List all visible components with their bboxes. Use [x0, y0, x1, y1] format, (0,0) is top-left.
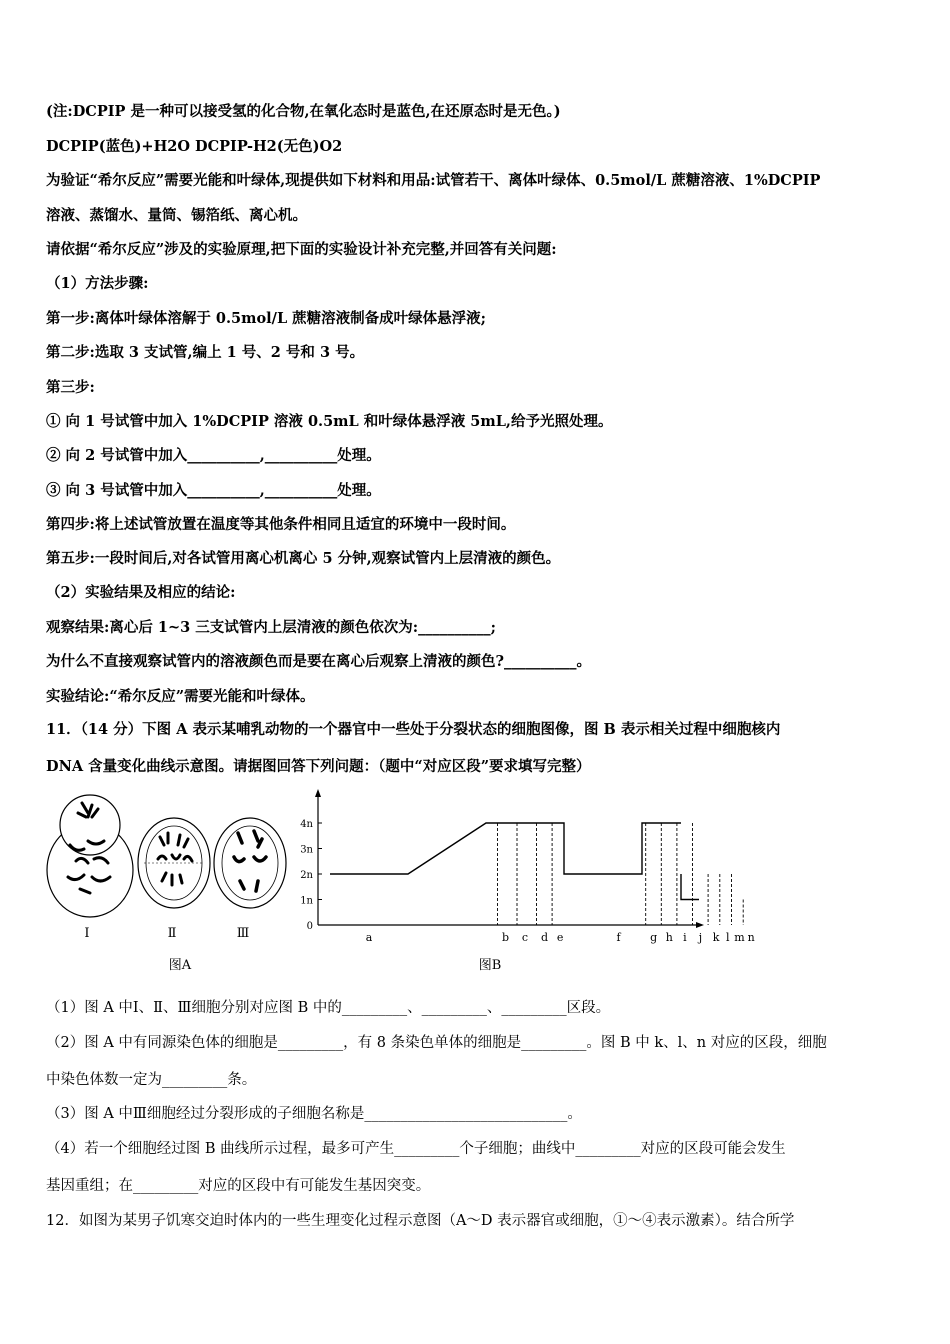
section-method: （1）方法步骤: — [46, 275, 149, 292]
figure-svg — [40, 785, 760, 980]
x-label-j: j — [698, 931, 703, 944]
x-axis-arrow — [696, 922, 704, 928]
cell-I — [47, 795, 133, 917]
x-label-m: m — [734, 931, 745, 944]
question-11-part-2b: 中染色体数一定为_________条。 — [46, 1072, 257, 1088]
reaction-equation: DCPIP(蓝色)+H2O DCPIP-H2(无色)O2 — [46, 138, 343, 155]
question-11-part-3: （3）图 A 中Ⅲ细胞经过分裂形成的子细胞名称是____________________________。 — [46, 1106, 582, 1122]
figure-area — [40, 785, 760, 980]
x-label-l: l — [726, 931, 730, 944]
figB-caption: 图B — [478, 958, 502, 973]
x-label-b: b — [501, 931, 510, 944]
x-label-i: i — [683, 931, 687, 944]
y-tick-label: 1n — [300, 895, 313, 907]
question-11-part-4a: （4）若一个细胞经过图 B 曲线所示过程，最多可产生_________个子细胞；曲线中_________对应的区段可能会发生 — [46, 1141, 786, 1157]
x-label-f: f — [616, 931, 621, 944]
figA-caption: 图A — [168, 958, 192, 973]
x-label-e: e — [556, 931, 564, 944]
step-3-item-3: ③ 向 3 号试管中加入__________,__________处理。 — [46, 482, 381, 499]
question-11-part-1: （1）图 A 中Ⅰ、Ⅱ、Ⅲ细胞分别对应图 B 中的_________、_________、_________区段。 — [46, 1000, 611, 1016]
y-tick-label: 2n — [300, 870, 313, 881]
question-11-stem-2: DNA 含量变化曲线示意图。请据图回答下列问题：（题中“对应区段”要求填写完整） — [46, 758, 591, 775]
cell-label-III: Ⅲ — [236, 926, 250, 941]
x-label-n: n — [747, 931, 755, 944]
x-label-a: a — [365, 931, 373, 944]
step-3-item-1: ① 向 1 号试管中加入 1%DCPIP 溶液 0.5mL 和叶绿体悬浮液 5mL,给予光照处理。 — [46, 413, 613, 430]
y-axis-arrow — [315, 789, 321, 797]
step-4: 第四步:将上述试管放置在温度等其他条件相同且适宜的环境中一段时间。 — [46, 516, 516, 533]
x-label-c: c — [521, 931, 529, 944]
note-line: (注:DCPIP 是一种可以接受氢的化合物,在氧化态时是蓝色,在还原态时是无色。) — [46, 103, 561, 120]
why-question: 为什么不直接观察试管内的溶液颜色而是要在离心后观察上清液的颜色?__________。 — [46, 653, 591, 670]
figB-chart — [300, 789, 755, 944]
dna-series-line — [330, 823, 681, 874]
question-11-part-4b: 基因重组；在_________对应的区段中有可能发生基因突变。 — [46, 1178, 431, 1194]
step-1: 第一步:离体叶绿体溶解于 0.5mol/L 蔗糖溶液制备成叶绿体悬浮液; — [46, 310, 487, 327]
question-12-stem: 12．如图为某男子饥寒交迫时体内的一些生理变化过程示意图（A～D 表示器官或细胞，①～④表示激素）。结合所学 — [46, 1213, 795, 1229]
y-tick-label: 0 — [306, 921, 313, 932]
step-2: 第二步:选取 3 支试管,编上 1 号、2 号和 3 号。 — [46, 344, 365, 361]
x-label-h: h — [665, 931, 673, 944]
x-label-d: d — [540, 931, 549, 944]
conclusion-line: 实验结论:“希尔反应”需要光能和叶绿体。 — [46, 688, 315, 705]
step-5: 第五步:一段时间后,对各试管用离心机离心 5 分钟,观察试管内上层清液的颜色。 — [46, 550, 561, 567]
materials-line-1: 为验证“希尔反应”需要光能和叶绿体,现提供如下材料和用品:试管若干、离体叶绿体、0.5mol/L 蔗糖溶液、1%DCPIP — [46, 172, 821, 189]
question-11-stem-1: 11．（14 分）下图 A 表示某哺乳动物的一个器官中一些处于分裂状态的细胞图像，图 B 表示相关过程中细胞核内 — [46, 721, 781, 738]
section-results: （2）实验结果及相应的结论: — [46, 584, 236, 601]
x-label-k: k — [712, 931, 720, 944]
y-tick-label: 4n — [300, 819, 313, 830]
y-tick-label: 3n — [300, 844, 313, 856]
cell-II — [138, 818, 210, 908]
instruction-line: 请依据“希尔反应”涉及的实验原理,把下面的实验设计补充完整,并回答有关问题: — [46, 241, 557, 258]
materials-line-2: 溶液、蒸馏水、量筒、锡箔纸、离心机。 — [46, 207, 307, 224]
cell-label-II: Ⅱ — [167, 926, 177, 941]
observation-line: 观察结果:离心后 1~3 三支试管内上层清液的颜色依次为:__________; — [46, 619, 496, 636]
step-3: 第三步: — [46, 379, 95, 396]
x-label-g: g — [650, 931, 658, 944]
cell-label-I: Ⅰ — [84, 926, 90, 941]
cell-III — [214, 818, 286, 908]
question-11-part-2a: （2）图 A 中有同源染色体的细胞是_________，有 8 条染色单体的细胞是_________。图 B 中 k、l、n 对应的区段，细胞 — [46, 1035, 827, 1051]
step-3-item-2: ② 向 2 号试管中加入__________,__________处理。 — [46, 447, 381, 464]
dna-series-tail — [681, 874, 699, 900]
